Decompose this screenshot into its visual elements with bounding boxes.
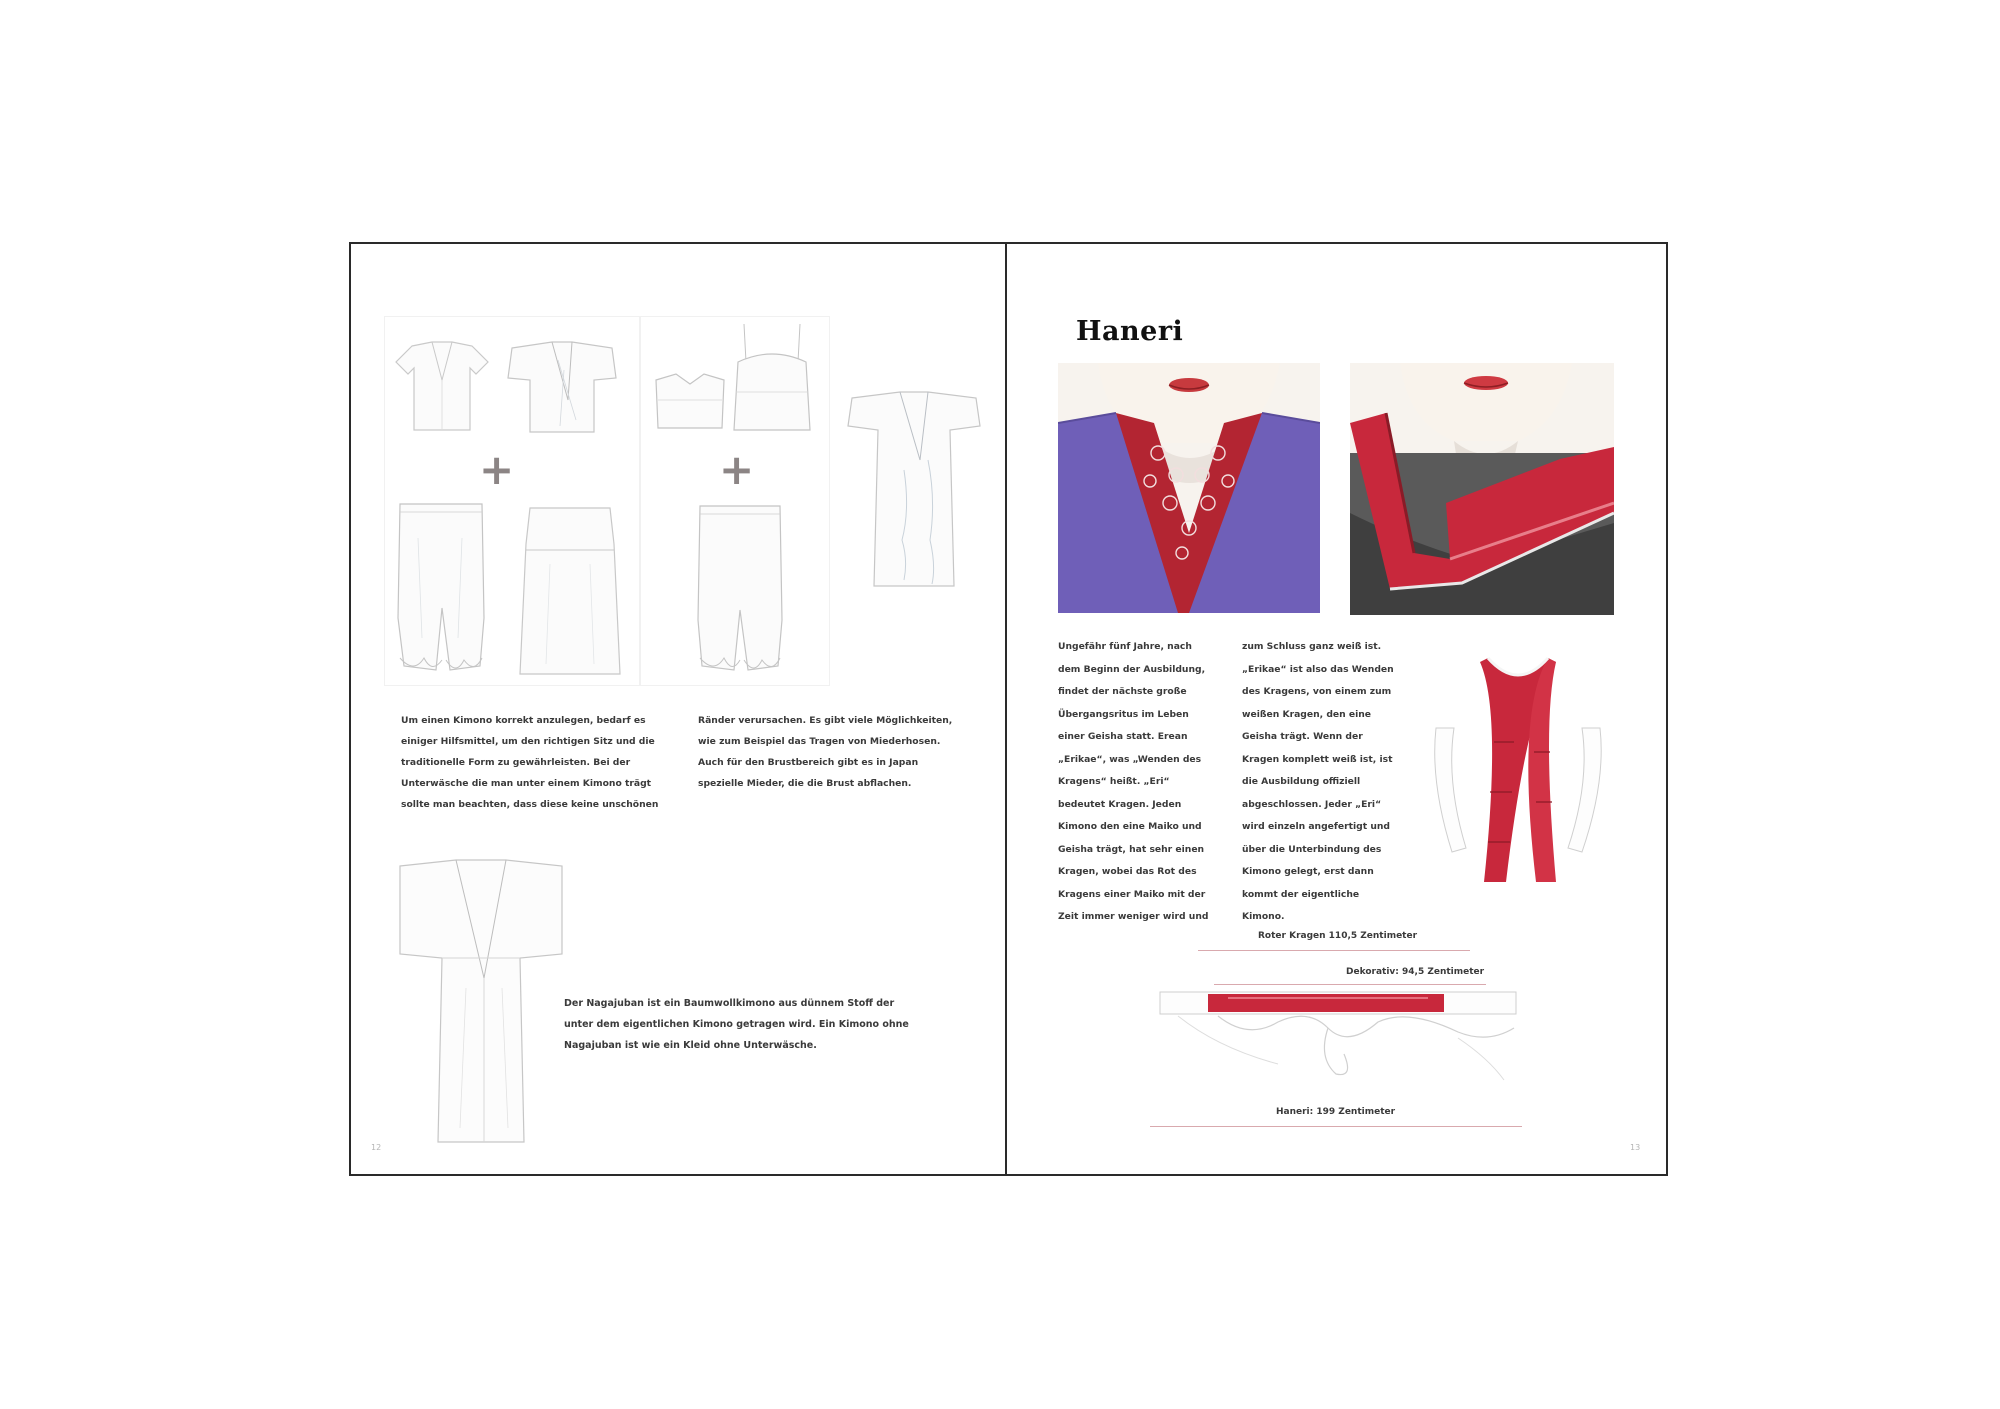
nagajuban-caption: Der Nagajuban ist ein Baumwollkimono aus dünnem Stoff der unter dem eigentlichen Kimono getragen wird. Ein Kimono ohne Nagajuban ist wie ein Kleid ohne Unterwäsche. xyxy=(564,998,909,1051)
hadajuban-top-illustration xyxy=(392,340,492,436)
left-page-number: 12 xyxy=(371,1143,382,1152)
maiko-collar-painting xyxy=(1058,363,1320,613)
haneri-flat-diagram xyxy=(1158,988,1520,1092)
decorative-measure-label: Dekorativ: 94,5 Zentimeter xyxy=(1346,967,1485,977)
book-gutter xyxy=(1005,242,1007,1174)
susoyoke-pants-illustration xyxy=(392,498,490,680)
plus-sign-set-a: + xyxy=(479,445,515,494)
underwear-pants-illustration xyxy=(692,500,788,680)
right-page-number: 13 xyxy=(1630,1143,1641,1152)
page-title: Haneri xyxy=(1076,316,1184,347)
red-collar-measure-line xyxy=(1198,950,1470,951)
intro-paragraph: Um einen Kimono korrekt anzulegen, bedarf es einiger Hilfsmittel, um den richtigen Sitz und die traditionelle Form zu gewährleisten. Bei der Unterwäsche die man unter einem Kimono trägt sollte man beachten, dass diese keine unschönen Ränder verursachen. Es gibt viele Möglichkeiten, wie zum Beispiel das Tragen von Miederhosen. Auch für den Brustbereich gibt es in Japan spezielle Mieder, die die Brust abflachen. xyxy=(401,715,953,810)
haneri-body-text: Ungefähr fünf Jahre, nach dem Beginn der Ausbildung, findet der nächste große Übergangsritus im Leben einer Geisha statt. Erean „Erikae“, was „Wenden des Kragens“ heißt. „Eri“ bedeutet Kragen. Jeden Kimono den eine Maiko und Geisha trägt, hat sehr einen Kragen, wobei das Rot des Kragens einer Maiko mit der Zeit immer weniger wird und zum Schluss ganz weiß ist. „Erikae“ ist also das Wenden des Kragens, von einem zum weißen Kragen, den eine Geisha trägt. Wenn der Kragen komplett weiß ist, ist die Ausbildung offiziell abgeschlossen. Jeder „Eri“ wird einzeln angefertigt und über die Unterbindung des Kimono gelegt, erst dann kommt der eigentliche Kimono. xyxy=(1058,641,1394,922)
bra-illustration xyxy=(652,370,728,434)
decorative-measure-line xyxy=(1214,984,1486,985)
red-collar-measure-label: Roter Kragen 110,5 Zentimeter xyxy=(1258,931,1418,941)
juban-jacket-illustration xyxy=(502,340,622,436)
haneri-measure-label: Haneri: 199 Zentimeter xyxy=(1276,1107,1396,1117)
nagajuban-illustration xyxy=(396,858,566,1148)
red-haneri-illustration xyxy=(1432,652,1604,892)
geisha-collar-painting xyxy=(1350,363,1614,615)
haneri-measure-line xyxy=(1150,1126,1522,1127)
plus-sign-set-b: + xyxy=(719,445,755,494)
short-juban-illustration xyxy=(844,390,984,590)
camisole-illustration xyxy=(730,322,814,434)
slip-dress-illustration xyxy=(510,504,630,680)
